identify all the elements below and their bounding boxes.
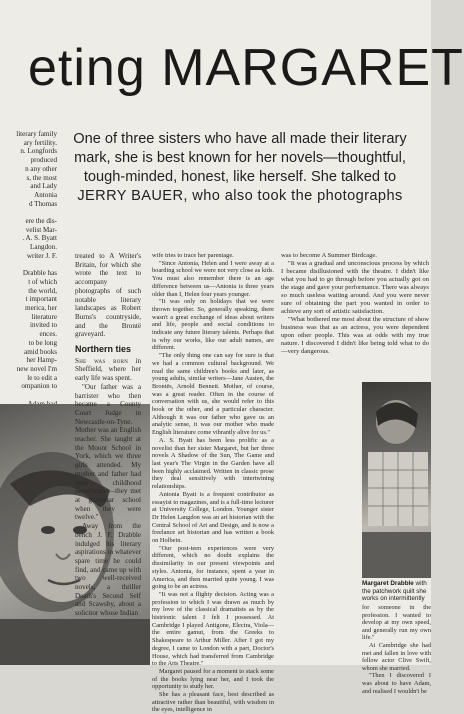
patchwork-illustration — [362, 382, 431, 578]
caption-text: with the patchwork quilt she works on intermittently — [362, 580, 427, 602]
left-strip-line: ompanion to — [21, 382, 57, 391]
photo-caption — [362, 580, 431, 603]
column-4 — [281, 252, 429, 380]
caption-name: Margaret Drabble — [362, 580, 414, 587]
col3-paragraph: She has a pleasant face, best described as attractive rather than beautiful, with wisdom in the eyes, intelligence in — [152, 691, 274, 714]
left-strip-line: invited to — [30, 321, 57, 330]
col3-paragraph: wife tries to trace her parentage. — [152, 252, 234, 259]
left-strip-line: and Lady — [30, 182, 57, 191]
col2-paragraph-rest: in Sheffield, where her early life was spent. — [75, 356, 141, 383]
col3-paragraph: "Our post-teen experiences were very different, which no doubt explains the dissimilarity in our present viewpoints and styles. Antonia, for instance, spent a year in America, and then married quite young. I was going to be an actress. — [152, 544, 274, 591]
col3-paragraph: Margaret paused for a moment to stack some of the books lying near her, and I took the opportunity to study her. — [152, 667, 274, 691]
left-strip-line: s, the most — [26, 173, 57, 182]
col4-bottom-paragraph: for someone in the profession. I wanted to develop at my own speed, and generally run my own life." — [362, 604, 431, 642]
col3-paragraph: Antonia Byatt is a frequent contributor as essayist to magazines, and is a full-time lecturer at University College, London. Younger sister Dr Helen Langdon was an art historian with the Central School of Art and Design, and is now a freelance art historian and has written a book on Holbein. — [152, 490, 274, 545]
left-strip-line: t of which — [28, 277, 57, 286]
left-strip-line: literature — [31, 312, 57, 321]
left-strip-line — [0, 391, 60, 400]
col3-paragraph: "The only thing one can say for sure is that we had a common cultural background. We read the same children's books and later, as young adults, similar writers—Jane Austen, the Brontës, Arnold Bennett. Mother, of course, was a great reader. Often in the course of conversation with us, she would refer to this book or the other, and a particular character. Although it was our father who gave us an analytic sense, it was our mother who made English literature come vibrantly alive for us." — [152, 352, 274, 437]
left-strip-line: to be long — [28, 338, 57, 347]
left-strip-line: her Hamp- — [26, 356, 57, 365]
left-strip-line: literary family — [16, 130, 57, 138]
left-strip-line: n. Longfords — [20, 147, 57, 156]
col2-paragraph — [75, 357, 141, 383]
standfirst — [60, 130, 420, 206]
col2-paragraph: Away from the bench J. F. Drabble indulged his literary aspirations in whatever spare time he could find, and came up with two well-received novels, a thriller Death's Second Self and Scawsby, about a solicitor whose Indian — [75, 522, 141, 618]
left-strip-line: Antonia — [34, 190, 57, 199]
left-strip-line: n any other — [25, 164, 57, 173]
column-3 — [152, 252, 274, 714]
col3-paragraph: "It was only on holidays that we were thrown together. So, generally speaking, there wasn't a great exchange of ideas about writers and life, people and social conditions to indicate any future literary talents. Perhaps that is why our works, like our adult names, are different. — [152, 298, 274, 352]
left-strip-line: velist Mar- — [25, 225, 57, 234]
left-strip-line: Drabble has — [22, 269, 57, 278]
col4-bottom-paragraph: At Cambridge she had met and fallen in love with fellow actor Clive Swift, whom she married. — [362, 641, 431, 672]
left-strip-line: new novel I'm — [16, 364, 57, 373]
left-strip-line: amid books — [24, 347, 57, 356]
left-strip-line: the world, — [28, 286, 57, 295]
standfirst-lead: One of three sisters who have all made their literary mark, she is best known for her novels—thoughtful, tough-minded, honest, like herself. She talked to — [73, 131, 407, 185]
left-strip-line: ences. — [39, 330, 57, 339]
col3-paragraph: A. S. Byatt has been less prolific as a novelist than her sister Margaret, but her three novels A Shadow of the Sun, The Game and last year's The Virgin in the Garden have all been highly acclaimed. Written in classic prose they deal sensitively with intertwining relationships. — [152, 436, 274, 491]
left-strip-line: d Thomas — [28, 199, 57, 208]
patchwork-quilt-photo — [362, 382, 431, 578]
col4-paragraph: "What bothered me most about the structure of show business was that as an actress, you were dependent upon other people. This was at odds with my true nature. I discovered I didn't like being told what to do—very dangerous. — [281, 316, 429, 355]
left-strip-line: ere the dis- — [25, 217, 57, 226]
left-strip-line — [0, 261, 60, 270]
left-strip-line: merica, her — [25, 304, 57, 313]
col2-paragraph: "Our father was a barrister who then became a County Court Judge in Newcastle-on-Tyne. Mother was an English teacher. She taught at the Mount School in York, which we three girls attended. My mother and father had been childhood sweethearts—they met at grammar school when they were twelve." — [75, 382, 141, 522]
left-strip-line: . A. S. Byatt — [22, 234, 57, 243]
left-column-fragment — [0, 130, 60, 400]
col2-paragraph: treated to A Writer's Britain, for which she wrote the text to accompany photographs of such notable literary landscapes as Robert Burns's countryside, and the Brontë graveyard. — [75, 252, 141, 339]
photographer-credit: JERRY BAUER, who also took the photographs — [77, 188, 403, 204]
left-strip-line: ary fertility. — [23, 138, 57, 147]
column-2 — [75, 252, 141, 618]
col4-paragraph: was to become A Summer Birdcage. — [281, 252, 377, 259]
lead-in: She was born — [75, 356, 129, 365]
col4-bottom-paragraph: "Then I discovered I was about to have Adam, and realised I wouldn't be — [362, 672, 431, 695]
left-strip-line: writer J. F. — [26, 251, 57, 260]
col4-paragraph: "It was a gradual and unconscious process by which I became disillusioned with the theatre. I didn't like what you had to go through before you actually got on the stage and gave your performance. There was always so much useless waiting around. And you were never sure of obtaining the part you wanted in order to achieve any sort of artistic satisfaction. — [281, 260, 429, 315]
left-strip-line: le to edit a — [27, 373, 57, 382]
left-strip-line — [0, 208, 60, 217]
headline: eting MARGARET — [28, 39, 464, 97]
column-4-bottom — [362, 604, 431, 695]
subhead-northern-ties: Northern ties — [75, 344, 132, 355]
left-strip-line: Langdon. — [30, 243, 57, 252]
left-strip-line: produced — [30, 156, 57, 165]
left-strip-line: t important — [25, 295, 57, 304]
col3-paragraph: "Since Antonia, Helen and I were away at a boarding school we were not very close as kids. You must also remember there is an age difference between us—Antonia is three years older than I, Helen four years younger. — [152, 259, 274, 298]
col3-paragraph: "It was not a flighty decision. Acting was a profession to which I was drawn as much by my love of the classical dramatists as by the histrionic talent I felt I possessed. At Cambridge I played Antigone, Electra, Viola—the entire gamut, from the Greeks to Shakespeare to Arthur Miller. After I got my degree, I came to London with a part, Doctor's House, which had transferred from Cambridge to the Arts Theatre." — [152, 590, 274, 668]
